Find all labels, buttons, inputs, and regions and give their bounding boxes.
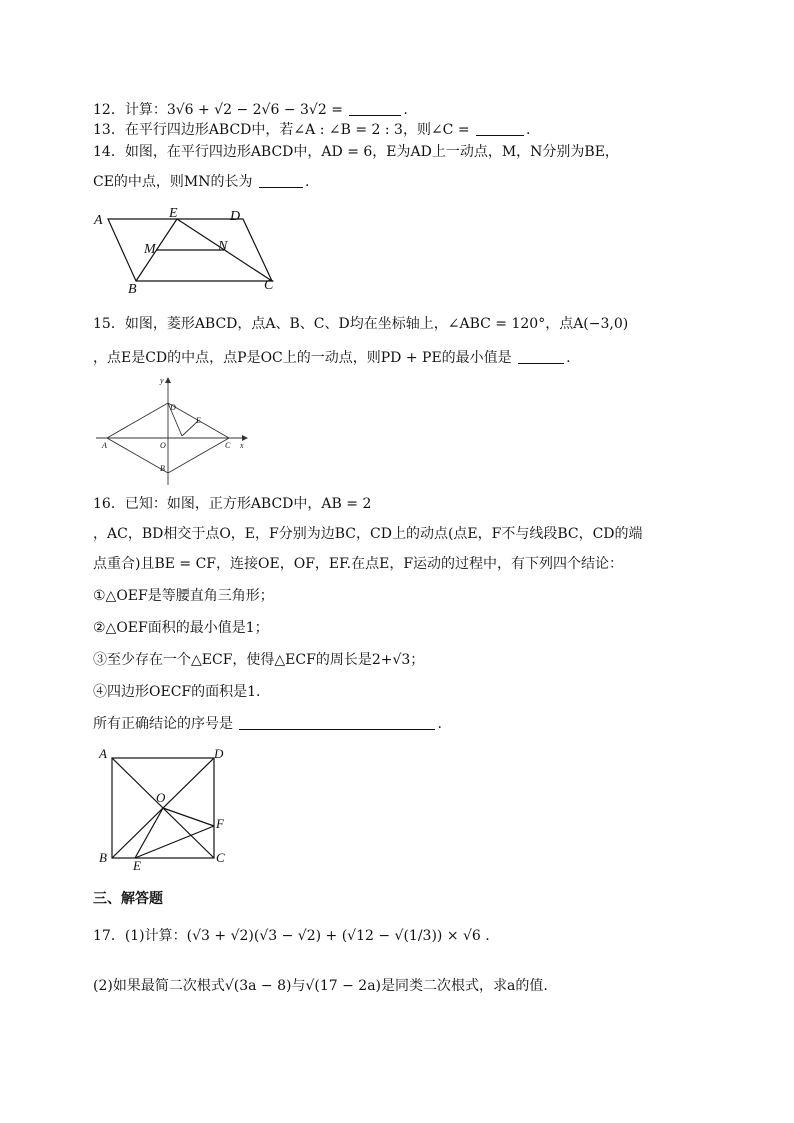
q16-label-O: O [156,790,166,805]
question-16-conclusion-4: ④四边形OECF的面积是1. [93,684,261,700]
question-14-line2: CE的中点，则MN的长为 . [93,174,310,190]
q13-answer-blank [476,121,524,136]
q12-answer-blank [349,101,401,116]
q14-line2-text: CE的中点，则MN的长为 [93,174,253,190]
question-16-line3: 点重合)且BE = CF，连接OE，OF，EF.在点E，F运动的过程中，有下列四个结论： [93,556,624,572]
q15-label-E: E [196,416,201,425]
q14-answer-blank [259,173,303,188]
q15-line2-text: ，点E是CD的中点，点P是OC上的一动点，则PD + PE的最小值是 [93,350,512,366]
question-17-part1: 17．(1)计算：(√3 + √2)(√3 − √2) + (√12 − √(1/3)) × √6 . [93,928,490,944]
question-15-line2: ，点E是CD的中点，点P是OC上的一动点，则PD + PE的最小值是 . [93,350,571,366]
q15-label-C: C [225,441,231,450]
q12-text: 12．计算：3√6 + √2 − 2√6 − 3√2 = [93,102,343,118]
q16-ask-text: 所有正确结论的序号是 [93,716,233,732]
question-16-line1: 16．已知：如图，正方形ABCD中，AB = 2 [93,496,372,512]
question-16-line2: ，AC，BD相交于点O，E，F分别为边BC，CD上的动点(点E，F不与线段BC，CD的端 [93,526,643,542]
q14-label-A: A [94,213,103,228]
q16-label-F: F [216,816,224,831]
question-13: 13．在平行四边形ABCD中，若∠A : ∠B = 2 : 3，则∠C = . [93,122,531,138]
question-16-conclusion-3: ③至少存在一个△ECF，使得△ECF的周长是2+√3； [93,652,425,668]
q16-label-A: A [99,746,107,761]
question-16-conclusion-1: ①△OEF是等腰直角三角形； [93,588,274,604]
question-12: 12．计算：3√6 + √2 − 2√6 − 3√2 = . [93,102,408,118]
q16-square-figure [95,744,245,874]
q13-text: 13．在平行四边形ABCD中，若∠A : ∠B = 2 : 3，则∠C = [93,122,470,138]
q14-label-C: C [264,278,274,293]
question-15-line1: 15．如图，菱形ABCD，点A、B、C、D均在坐标轴上，∠ABC = 120°，点A(−3,0) [93,316,629,332]
question-17-part2: (2)如果最简二次根式√(3a − 8)与√(17 − 2a)是同类二次根式，求a的值. [93,978,548,994]
question-16-ask: 所有正确结论的序号是 . [93,716,442,732]
q16-label-C: C [216,850,225,865]
q16-label-D: D [214,746,224,761]
q14-label-E: E [169,206,178,221]
q14-label-B: B [128,282,137,297]
q14-parallelogram-figure [90,205,290,295]
q16-answer-blank [239,715,435,730]
q15-label-D: D [170,403,176,412]
q15-rhombus-figure [96,375,256,485]
q16-label-B: B [99,850,107,865]
q14-label-N: N [218,239,228,254]
q15-label-A: A [102,441,107,450]
question-14-line1: 14．如图，在平行四边形ABCD中，AD = 6，E为AD上一动点，M，N分别为BE， [93,144,619,160]
section-3-title: 三、解答题 [93,891,163,907]
q15-label-x: x [240,441,244,450]
q16-label-E: E [133,858,141,873]
q15-label-B: B [160,464,165,473]
q15-label-O: O [160,441,166,450]
q14-label-D: D [230,209,241,224]
q14-label-M: M [144,242,156,257]
q15-answer-blank [518,349,564,364]
q15-label-y: y [160,376,164,385]
question-16-conclusion-2: ②△OEF面积的最小值是1； [93,620,269,636]
